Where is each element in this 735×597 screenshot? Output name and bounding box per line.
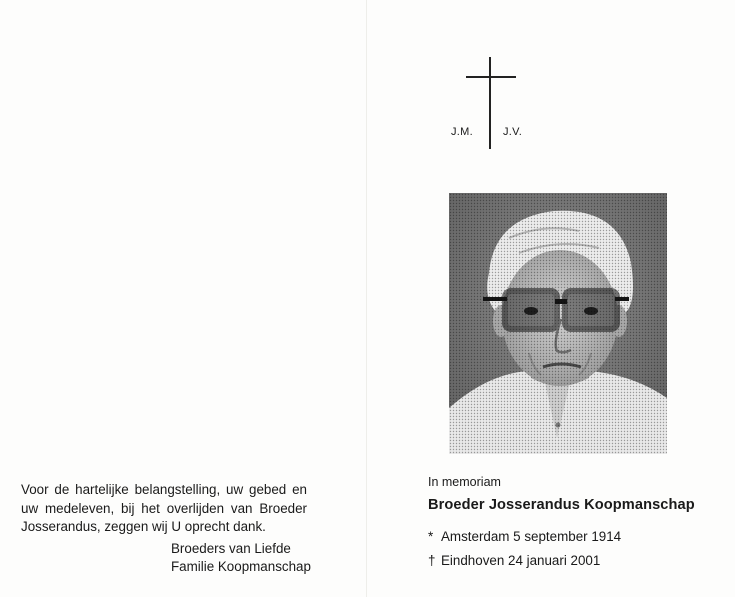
birth-line [428, 529, 621, 544]
signature-block [171, 540, 311, 576]
deceased-name: Broeder Josserandus Koopmanschap [428, 497, 695, 513]
portrait-photo [449, 193, 667, 454]
in-memoriam-heading: In memoriam [428, 475, 501, 489]
thanks-text: Voor de hartelijke belangstelling, uw gebed en uw medeleven, bij het overlijden van Broeder Josserandus, zeggen wij U oprecht dank. [21, 482, 307, 534]
card-fold [366, 0, 367, 597]
monogram-right: J.V. [503, 126, 523, 138]
birth-star-icon: * [428, 529, 434, 544]
signature-line-2: Familie Koopmanschap [171, 559, 311, 574]
signature-line-1: Broeders van Liefde [171, 541, 291, 556]
death-line [428, 553, 600, 568]
death-dagger-icon: † [428, 553, 436, 568]
birth-text: Amsterdam 5 september 1914 [441, 529, 622, 544]
monogram-left: J.M. [451, 126, 473, 138]
death-text: Eindhoven 24 januari 2001 [441, 553, 601, 568]
